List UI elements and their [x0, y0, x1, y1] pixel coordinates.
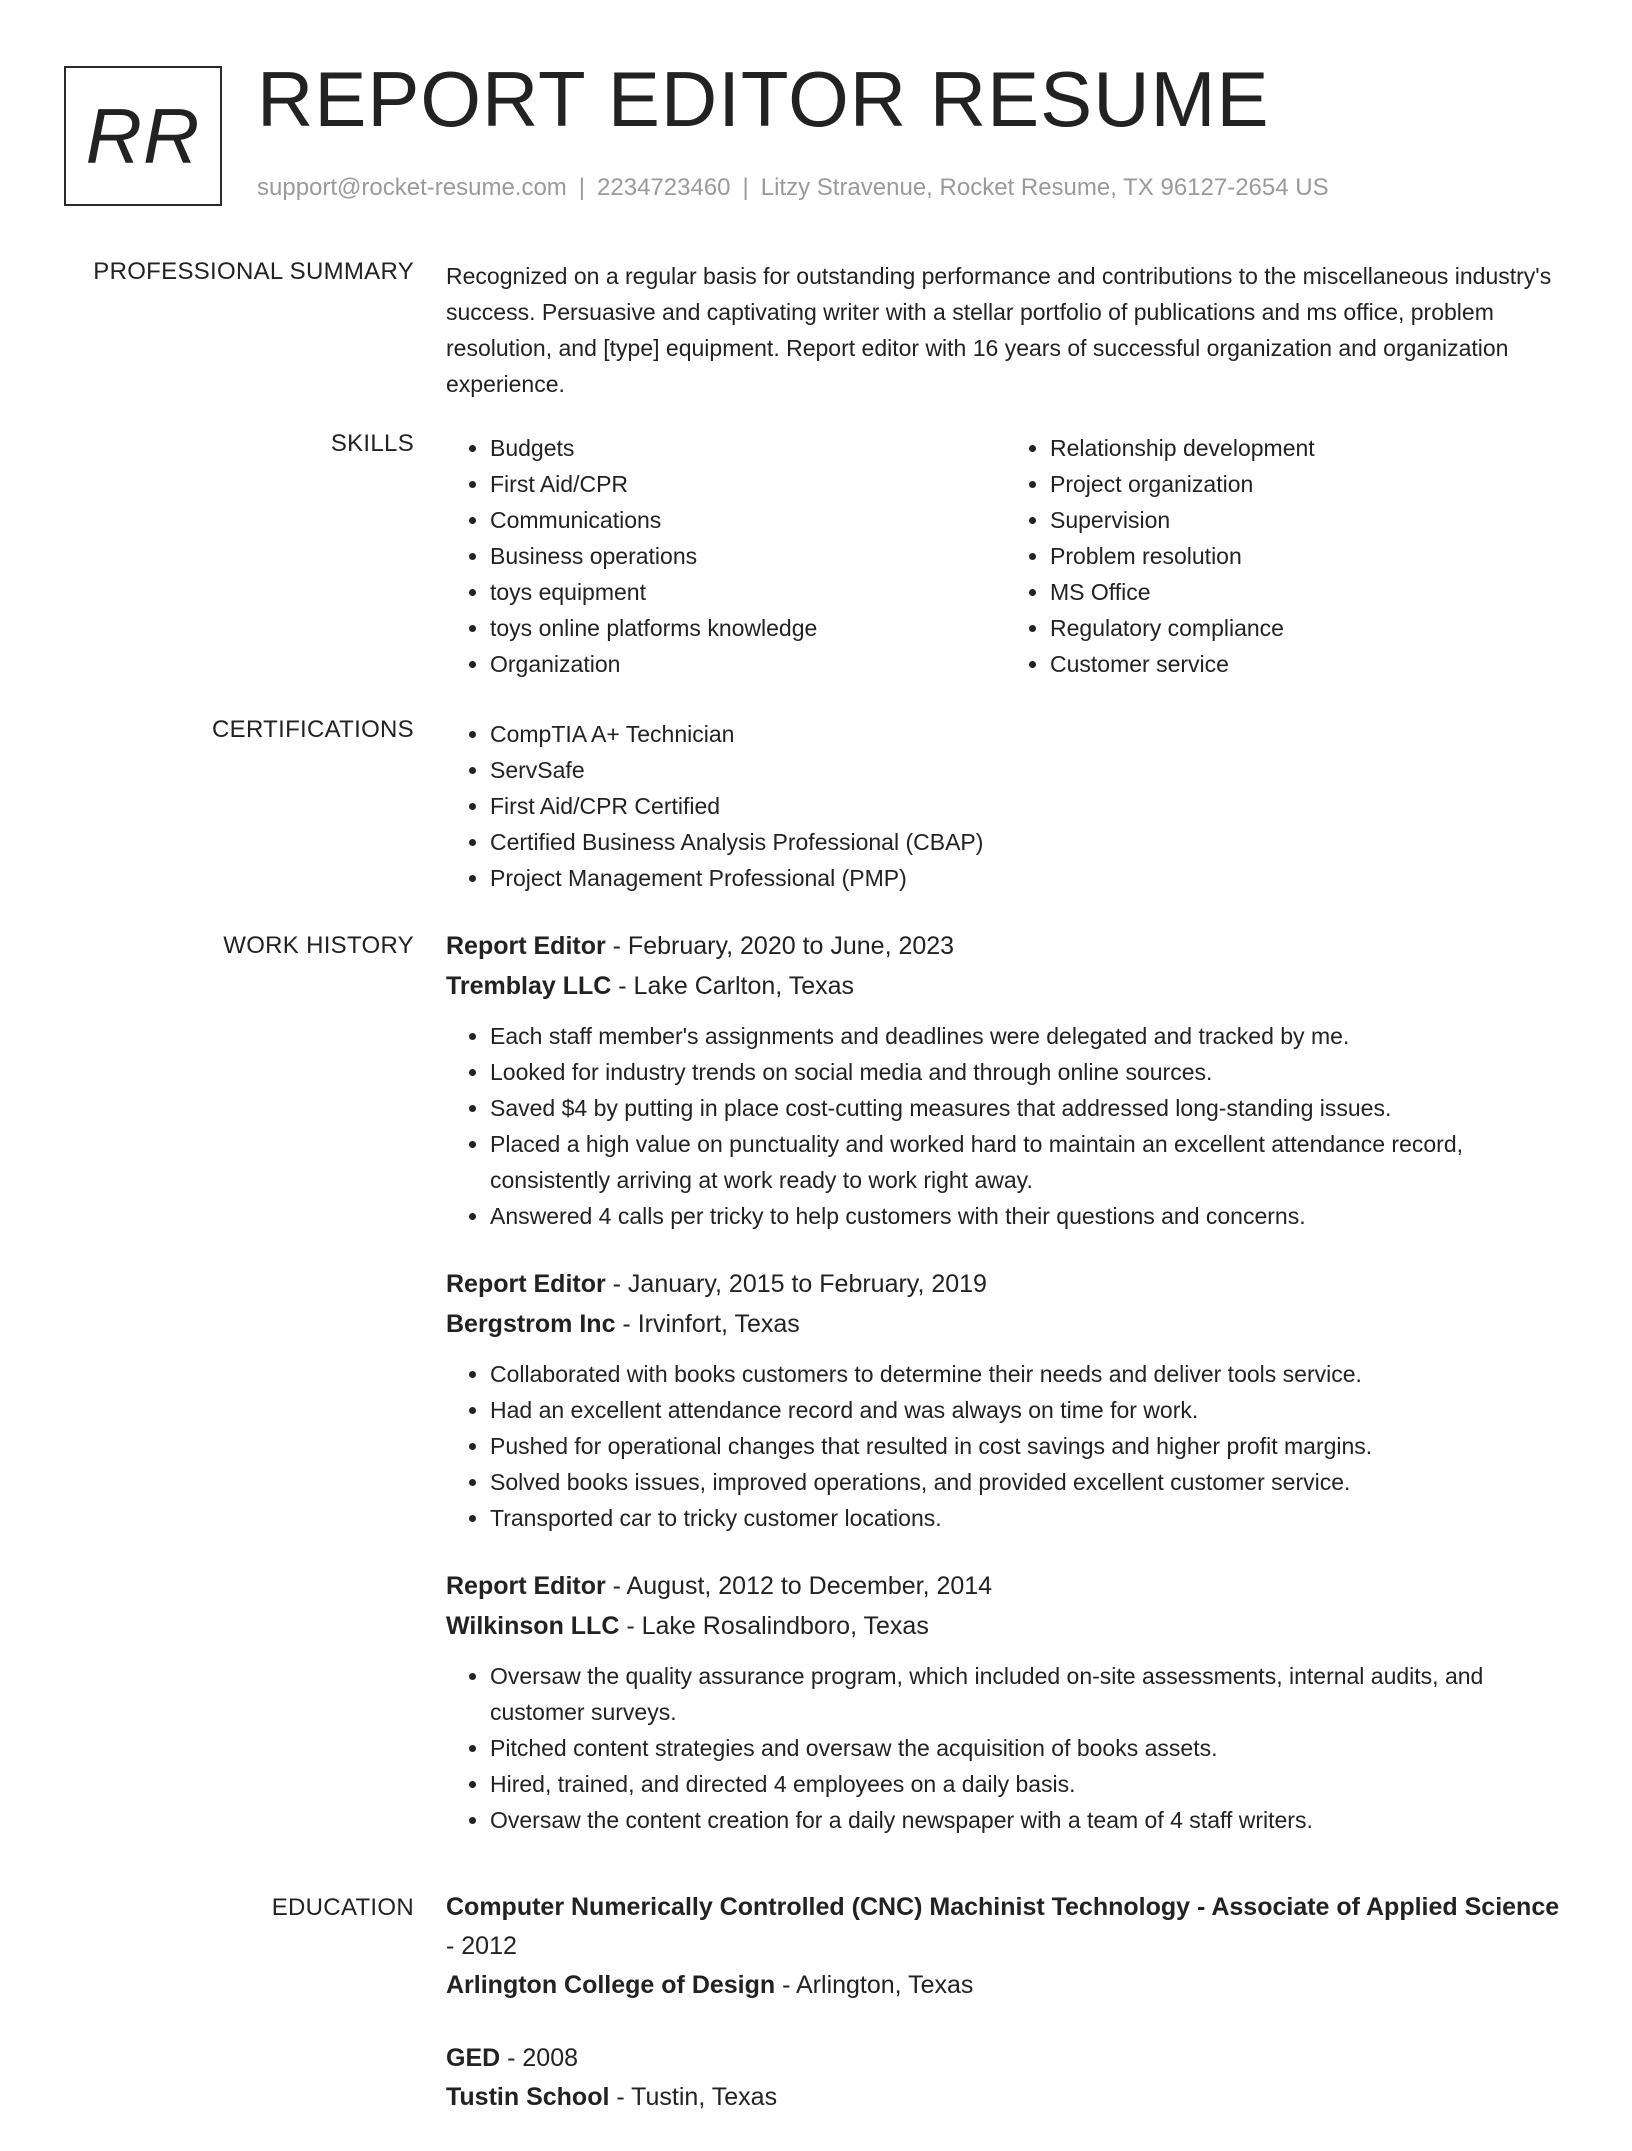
certification-item: • Certified Business Analysis Professional (CBAP): [490, 824, 1566, 860]
job-title: Report Editor: [446, 932, 606, 960]
education-school: Arlington College of Design: [446, 1971, 776, 1999]
skill-item: • Business operations: [490, 538, 1006, 574]
skill-item: • Regulatory compliance: [1050, 610, 1566, 646]
education-year: - 2012: [446, 1932, 517, 1960]
job-entry: [446, 1566, 1566, 1838]
skill-item: • toys online platforms knowledge: [490, 610, 1006, 646]
job-dates: - February, 2020 to June, 2023: [605, 932, 955, 960]
contact-separator: |: [742, 174, 749, 201]
skill-item: • Problem resolution: [1050, 538, 1566, 574]
job-bullet: • Saved $4 by putting in place cost-cutting measures that addressed long-standing issues.: [490, 1090, 1566, 1126]
contact-phone[interactable]: 2234723460: [597, 174, 731, 201]
summary-content: [446, 258, 1566, 402]
skills-content: [446, 430, 1566, 682]
job-bullet: • Transported car to tricky customer locations.: [490, 1500, 1566, 1536]
job-entry: [446, 1264, 1566, 1536]
job-bullets: [446, 1658, 1566, 1838]
education-degree: Computer Numerically Controlled (CNC) Machinist Technology - Associate of Applied Science: [446, 1893, 1560, 1921]
skill-item: • Budgets: [490, 430, 1006, 466]
certification-item: • Project Management Professional (PMP): [490, 860, 1566, 896]
job-bullet: • Placed a high value on punctuality and worked hard to maintain an excellent attendance record, consistently arriving at work ready to work right away.: [490, 1126, 1566, 1198]
section-label-certifications: CERTIFICATIONS: [212, 716, 414, 743]
job-title-line: [446, 1566, 1566, 1606]
job-location: - Lake Rosalindboro, Texas: [619, 1612, 929, 1640]
skill-item: • Supervision: [1050, 502, 1566, 538]
education-degree-line: [446, 1888, 1566, 1966]
job-bullet: • Each staff member's assignments and deadlines were delegated and tracked by me.: [490, 1018, 1566, 1054]
skill-item: • Customer service: [1050, 646, 1566, 682]
certification-item: • ServSafe: [490, 752, 1566, 788]
education-school-line: [446, 2078, 1566, 2117]
education-location: - Arlington, Texas: [775, 1971, 974, 1999]
education-degree: GED: [446, 2044, 501, 2072]
certifications-content: [446, 716, 1566, 896]
education-degree-line: [446, 2039, 1566, 2078]
job-bullet: • Oversaw the content creation for a daily newspaper with a team of 4 staff writers.: [490, 1802, 1566, 1838]
summary-text: Recognized on a regular basis for outstanding performance and contributions to the miscellaneous industry's success. Persuasive and captivating writer with a stellar portfolio of publications and ms office, problem resolution, and [type] equipment. Report editor with 16 years of successful organization and organization experience.: [446, 263, 1552, 397]
skill-item: • Project organization: [1050, 466, 1566, 502]
job-company-line: [446, 1304, 1566, 1344]
job-location: - Irvinfort, Texas: [615, 1310, 800, 1338]
job-title: Report Editor: [446, 1270, 606, 1298]
job-bullet: • Looked for industry trends on social media and through online sources.: [490, 1054, 1566, 1090]
job-title-line: [446, 926, 1566, 966]
job-bullet: • Oversaw the quality assurance program, which included on-site assessments, internal audits, and customer surveys.: [490, 1658, 1566, 1730]
skills-list-right: [1006, 430, 1566, 682]
job-company: Wilkinson LLC: [446, 1612, 620, 1640]
job-bullet: • Answered 4 calls per tricky to help customers with their questions and concerns.: [490, 1198, 1566, 1234]
job-bullet: • Collaborated with books customers to determine their needs and deliver tools service.: [490, 1356, 1566, 1392]
job-company: Tremblay LLC: [446, 972, 612, 1000]
job-bullets: [446, 1018, 1566, 1234]
job-entry: [446, 926, 1566, 1234]
education-school: Tustin School: [446, 2083, 610, 2111]
skill-item: • First Aid/CPR: [490, 466, 1006, 502]
certifications-list: [446, 716, 1566, 896]
education-school-line: [446, 1966, 1566, 2005]
job-bullet: • Solved books issues, improved operations, and provided excellent customer service.: [490, 1464, 1566, 1500]
certification-item: • First Aid/CPR Certified: [490, 788, 1566, 824]
resume-title: REPORT EDITOR RESUME: [257, 55, 1270, 143]
education-location: - Tustin, Texas: [609, 2083, 778, 2111]
section-label-work-history: WORK HISTORY: [223, 932, 414, 959]
job-bullet: • Had an excellent attendance record and was always on time for work.: [490, 1392, 1566, 1428]
education-entry: [446, 2039, 1566, 2117]
job-bullet: • Hired, trained, and directed 4 employees on a daily basis.: [490, 1766, 1566, 1802]
section-label-skills: SKILLS: [330, 430, 414, 457]
monogram-initials: RR: [85, 91, 201, 180]
job-bullets: [446, 1356, 1566, 1536]
work-history-content: [446, 926, 1566, 1868]
contact-email[interactable]: support@rocket-resume.com: [257, 174, 567, 201]
education-entry: [446, 1888, 1566, 2005]
job-company: Bergstrom Inc: [446, 1310, 616, 1338]
job-company-line: [446, 966, 1566, 1006]
job-bullet: • Pitched content strategies and oversaw the acquisition of books assets.: [490, 1730, 1566, 1766]
skill-item: • Organization: [490, 646, 1006, 682]
job-company-line: [446, 1606, 1566, 1646]
job-dates: - January, 2015 to February, 2019: [605, 1270, 987, 1298]
job-location: - Lake Carlton, Texas: [611, 972, 855, 1000]
contact-address: Litzy Stravenue, Rocket Resume, TX 96127-2654 US: [760, 174, 1329, 201]
skills-list-left: [446, 430, 1006, 682]
skill-item: • MS Office: [1050, 574, 1566, 610]
job-title-line: [446, 1264, 1566, 1304]
skill-item: • toys equipment: [490, 574, 1006, 610]
section-label-education: EDUCATION: [271, 1894, 414, 1921]
certification-item: • CompTIA A+ Technician: [490, 716, 1566, 752]
monogram-box: [64, 66, 222, 206]
contact-line: [257, 174, 1329, 202]
skill-item: • Communications: [490, 502, 1006, 538]
job-bullet: • Pushed for operational changes that resulted in cost savings and higher profit margins.: [490, 1428, 1566, 1464]
skill-item: • Relationship development: [1050, 430, 1566, 466]
section-label-summary: PROFESSIONAL SUMMARY: [93, 258, 414, 285]
job-title: Report Editor: [446, 1572, 606, 1600]
contact-separator: |: [578, 174, 586, 201]
job-dates: - August, 2012 to December, 2014: [605, 1572, 993, 1600]
education-year: - 2008: [500, 2044, 579, 2072]
